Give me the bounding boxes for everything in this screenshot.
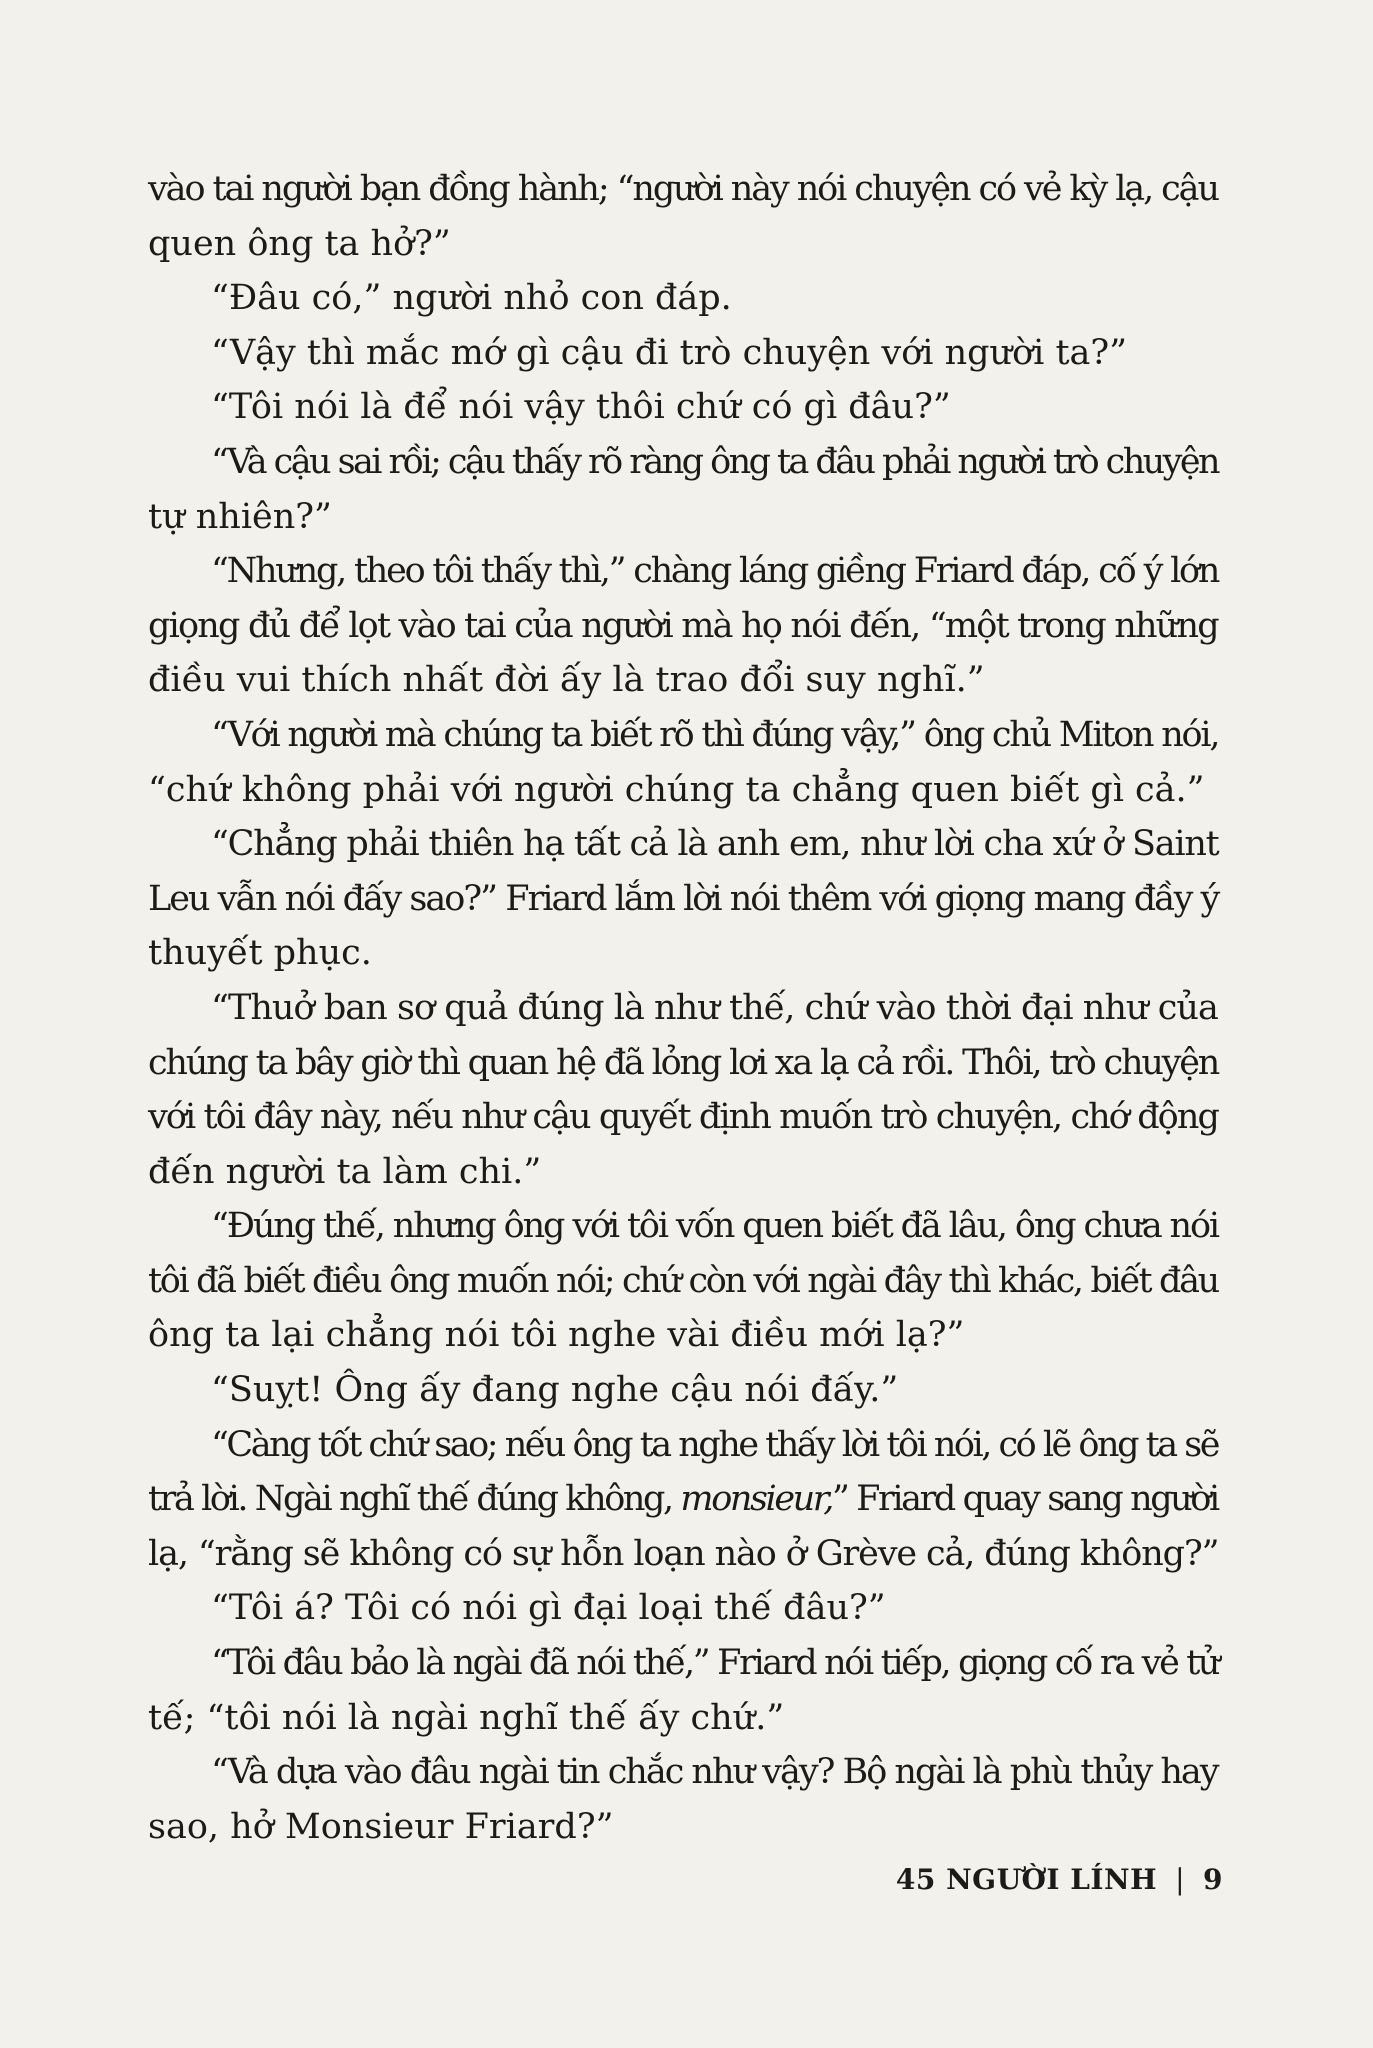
text-line: “Vậy thì mắc mớ gì cậu đi trò chuyện với người ta?”: [211, 332, 1128, 373]
text-line: sao, hở Monsieur Friard?”: [148, 1806, 614, 1847]
text-line: “Thuở ban sơ quả đúng là như thế, chứ vào thời đại như của: [211, 987, 1218, 1028]
footer-separator: |: [1175, 1863, 1186, 1896]
page-footer: [896, 1863, 1223, 1896]
text-line: “Nhưng, theo tôi thấy thì,” chàng láng giềng Friard đáp, cố ý lớn: [211, 551, 1219, 592]
paragraph: [148, 162, 1218, 271]
paragraph: [148, 981, 1218, 1199]
paragraph: [148, 1363, 1218, 1418]
paragraph: [148, 271, 1218, 326]
text-line: tự nhiên?”: [148, 496, 332, 537]
text-line: chúng ta bây giờ thì quan hệ đã lỏng lơi xa lạ cả rồi. Thôi, trò chuyện: [148, 1042, 1219, 1083]
paragraph: [148, 1745, 1218, 1854]
text-line: “Đâu có,” người nhỏ con đáp.: [211, 278, 732, 319]
paragraph: [148, 544, 1218, 708]
text-line: Leu vẫn nói đấy sao?” Friard lắm lời nói thêm với giọng mang đầy ý: [148, 878, 1219, 919]
text-line: với tôi đây này, nếu như cậu quyết định muốn trò chuyện, chớ động: [148, 1097, 1218, 1138]
text-line: thuyết phục.: [148, 933, 372, 974]
text-segment: trả lời. Ngài nghĩ thế đúng không,: [148, 1479, 681, 1520]
paragraph: [148, 817, 1218, 981]
text-line: “Suỵt! Ông ấy đang nghe cậu nói đấy.”: [211, 1370, 899, 1411]
text-line: “Đúng thế, nhưng ông với tôi vốn quen biết đã lâu, ông chưa nói: [211, 1206, 1218, 1247]
text-line: điều vui thích nhất đời ấy là trao đổi suy nghĩ.”: [148, 660, 985, 701]
paragraph: [148, 326, 1218, 381]
text-line: vào tai người bạn đồng hành; “người này nói chuyện có vẻ kỳ lạ, cậu: [148, 169, 1218, 209]
text-line: lạ, “rằng sẽ không có sự hỗn loạn nào ở Grève cả, đúng không?”: [148, 1533, 1219, 1574]
paragraph: [148, 1199, 1218, 1363]
text-line: tôi đã biết điều ông muốn nói; chứ còn với ngài đây thì khác, biết đâu: [148, 1260, 1218, 1301]
running-title: 45 NGƯỜI LÍNH: [895, 1863, 1158, 1896]
paragraph: [148, 708, 1218, 817]
text-line: đến người ta làm chi.”: [148, 1151, 542, 1192]
text-line: “Và cậu sai rồi; cậu thấy rõ ràng ông ta đâu phải người trò chuyện: [211, 441, 1219, 482]
page-number: 9: [1203, 1863, 1223, 1896]
text-line: quen ông ta hở?”: [148, 223, 451, 264]
paragraph: [148, 1581, 1218, 1636]
paragraph: [148, 435, 1218, 544]
paragraph: [148, 1418, 1218, 1582]
text-line: giọng đủ để lọt vào tai của người mà họ nói đến, “một trong những: [148, 605, 1218, 646]
text-line: “Tôi á? Tôi có nói gì đại loại thế đâu?”: [211, 1588, 886, 1629]
text-segment: ” Friard quay sang người: [831, 1479, 1218, 1520]
paragraph: [148, 1636, 1218, 1745]
paragraph: [148, 380, 1218, 435]
text-line: “Với người mà chúng ta biết rõ thì đúng vậy,” ông chủ Miton nói,: [211, 714, 1219, 755]
text-line: “Chẳng phải thiên hạ tất cả là anh em, như lời cha xứ ở Saint: [211, 824, 1219, 865]
text-line: “Tôi đâu bảo là ngài đã nói thế,” Friard nói tiếp, giọng cố ra vẻ tử: [211, 1643, 1219, 1684]
text-line: ông ta lại chẳng nói tôi nghe vài điều mới lạ?”: [148, 1315, 965, 1356]
text-line: “Càng tốt chứ sao; nếu ông ta nghe thấy lời tôi nói, có lẽ ông ta sẽ: [211, 1424, 1218, 1465]
text-line: [148, 1472, 1218, 1527]
text-line: “Và dựa vào đâu ngài tin chắc như vậy? Bộ ngài là phù thủy hay: [211, 1752, 1218, 1793]
page-body: [148, 162, 1218, 1854]
text-line: “Tôi nói là để nói vậy thôi chứ có gì đâu?”: [211, 387, 951, 428]
italic-word: monsieur,: [680, 1479, 832, 1520]
text-line: tế; “tôi nói là ngài nghĩ thế ấy chứ.”: [148, 1697, 785, 1738]
text-line: “chứ không phải với người chúng ta chẳng quen biết gì cả.”: [148, 769, 1205, 810]
